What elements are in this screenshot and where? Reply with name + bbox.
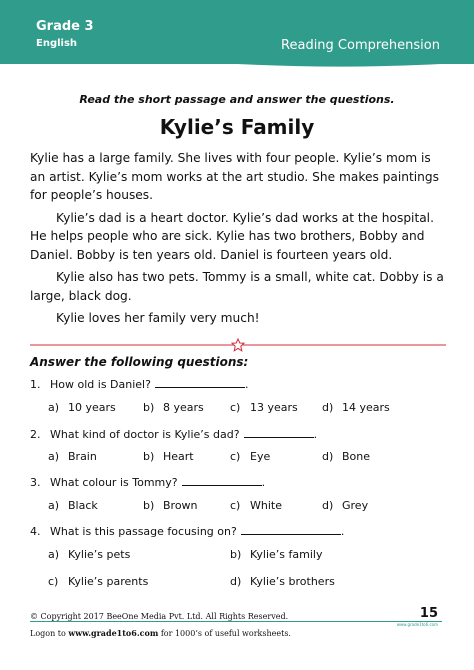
option-label: b) [143, 401, 155, 414]
option-label: c) [230, 450, 241, 463]
question-end: . [340, 525, 345, 538]
question-number: 3. [30, 476, 41, 489]
question-number: 4. [30, 525, 41, 538]
option-d[interactable] [322, 450, 370, 463]
footer-divider [30, 621, 442, 622]
passage [30, 149, 445, 332]
grade-label: Grade 3 [36, 19, 94, 34]
answers-heading: Answer the following questions: [30, 355, 249, 369]
question-text: How old is Daniel? [50, 378, 151, 391]
logon-suffix: for 1000’s of useful worksheets. [158, 629, 291, 638]
logon-prefix: Logon to [30, 629, 69, 638]
option-b[interactable] [230, 548, 322, 561]
option-d[interactable] [322, 401, 390, 414]
option-text: Bone [342, 450, 371, 463]
subject-label: English [36, 38, 78, 49]
section-label: Reading Comprehension [281, 38, 440, 53]
question-end: . [244, 378, 249, 391]
star-divider [30, 337, 446, 353]
option-a[interactable] [48, 499, 98, 512]
option-text: Brown [163, 499, 198, 512]
logon-text [30, 628, 291, 638]
option-label: a) [48, 450, 60, 463]
question-text: What colour is Tommy? [50, 476, 178, 489]
option-text: 10 years [68, 401, 116, 414]
question-number: 2. [30, 428, 41, 441]
option-b[interactable] [143, 499, 198, 512]
option-a[interactable] [48, 548, 130, 561]
answer-blank[interactable] [155, 386, 245, 388]
option-text: Grey [342, 499, 369, 512]
option-text: 14 years [342, 401, 390, 414]
option-d[interactable] [230, 575, 335, 588]
option-text: 8 years [163, 401, 204, 414]
option-label: c) [48, 575, 59, 588]
option-c[interactable] [230, 499, 282, 512]
question-number: 1. [30, 378, 41, 391]
small-site-text: www.grade1to6.com [396, 622, 438, 627]
option-text: Black [68, 499, 98, 512]
question-end: . [313, 428, 318, 441]
question-text: What is this passage focusing on? [50, 525, 237, 538]
option-text: 13 years [250, 401, 298, 414]
option-b[interactable] [143, 401, 204, 414]
option-label: b) [143, 450, 155, 463]
option-label: d) [322, 499, 334, 512]
option-text: Kylie’s parents [68, 575, 149, 588]
logon-site-link[interactable]: www.grade1to6.com [68, 628, 159, 638]
option-label: b) [143, 499, 155, 512]
option-c[interactable] [230, 450, 270, 463]
option-label: d) [322, 450, 334, 463]
option-label: a) [48, 548, 60, 561]
option-c[interactable] [48, 575, 148, 588]
question-4 [30, 525, 344, 538]
answer-blank[interactable] [241, 533, 341, 535]
question-1 [30, 378, 248, 391]
option-text: Heart [163, 450, 194, 463]
page-number: 15 [419, 606, 438, 621]
option-label: c) [230, 499, 241, 512]
header-wave-decoration [0, 58, 474, 70]
passage-paragraph: Kylie has a large family. She lives with four people. Kylie’s mom is an artist. Kylie’s mom works at the art studio. She makes paintings for people’s houses. [30, 151, 439, 202]
option-label: c) [230, 401, 241, 414]
option-text: Kylie’s family [250, 548, 323, 561]
passage-paragraph: Kylie loves her family very much! [56, 311, 260, 325]
question-3 [30, 476, 265, 489]
copyright-text: © Copyright 2017 BeeOne Media Pvt. Ltd. All Rights Reserved. [30, 612, 289, 621]
option-d[interactable] [322, 499, 368, 512]
option-text: Brain [68, 450, 97, 463]
passage-title: Kylie’s Family [159, 115, 315, 139]
option-text: Kylie’s pets [68, 548, 131, 561]
option-label: b) [230, 548, 242, 561]
option-a[interactable] [48, 450, 97, 463]
option-text: Eye [250, 450, 271, 463]
option-label: d) [230, 575, 242, 588]
instruction-text: Read the short passage and answer the questions. [79, 93, 395, 106]
option-label: a) [48, 401, 60, 414]
passage-paragraph: Kylie’s dad is a heart doctor. Kylie’s dad works at the hospital. He helps people who are sick. Kylie has two brothers, Bobby and Daniel. Bobby is ten years old. Daniel is fourteen years old. [30, 210, 434, 262]
answer-blank[interactable] [244, 436, 314, 438]
option-c[interactable] [230, 401, 298, 414]
question-text: What kind of doctor is Kylie’s dad? [50, 428, 240, 441]
passage-paragraph: Kylie also has two pets. Tommy is a small, white cat. Dobby is a large, black dog. [30, 270, 444, 303]
option-label: a) [48, 499, 60, 512]
option-label: d) [322, 401, 334, 414]
question-end: . [261, 476, 266, 489]
option-b[interactable] [143, 450, 194, 463]
option-text: White [250, 499, 282, 512]
option-text: Kylie’s brothers [250, 575, 335, 588]
question-2 [30, 428, 317, 441]
option-a[interactable] [48, 401, 116, 414]
answer-blank[interactable] [182, 484, 262, 486]
star-icon [232, 339, 244, 351]
